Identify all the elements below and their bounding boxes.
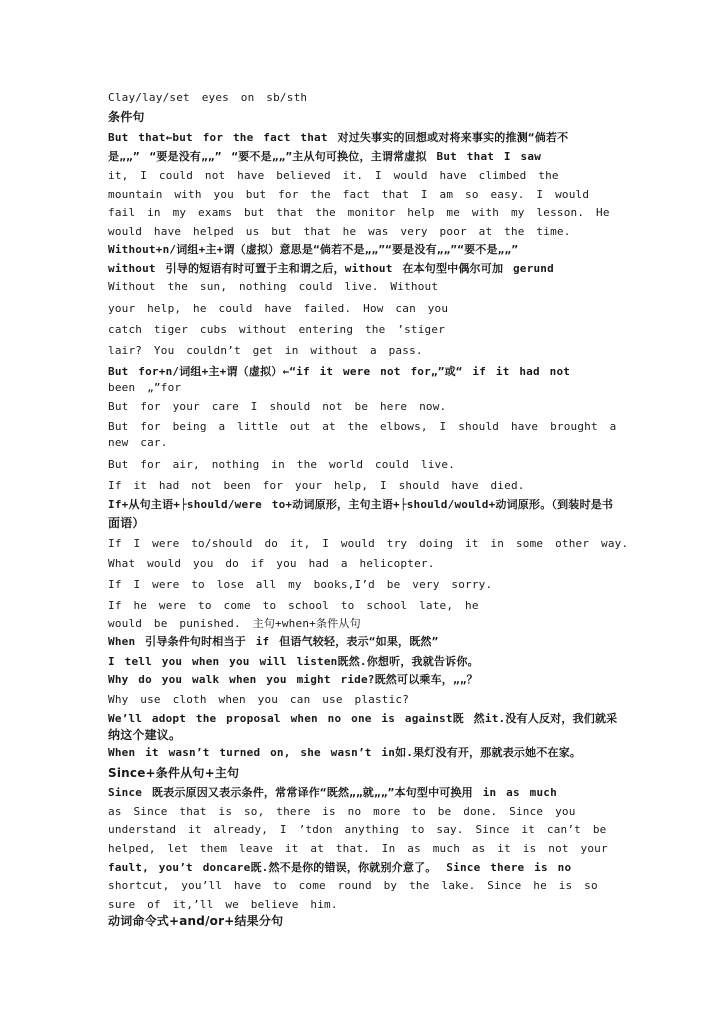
- text-line: catch tiger cubs without entering the ’stiger: [108, 323, 446, 336]
- text-line: would be punished. 主句+when+条件从句: [108, 617, 361, 630]
- text-line: But that←but for the fact that 对过失事实的回想或对将来事实的推测“倘若不: [108, 131, 569, 144]
- text-line: When it wasn’t turned on, she wasn’t in如.果灯没有开，那就表示她不在家。: [108, 746, 582, 759]
- text-line: Since 既表示原因又表示条件，常常译作“既然„„就„„”本句型中可换用 in as much: [108, 786, 557, 799]
- text-line: Clay/lay/set eyes on sb/sth: [108, 91, 308, 104]
- text-line: Without+n/词组+主+谓（虚拟）意思是“倘若不是„„”“要是没有„„”“要不是„„”: [108, 243, 519, 256]
- text-line: But for air, nothing in the world could live.: [108, 458, 456, 471]
- text-line: If he were to come to school to school late, he: [108, 599, 479, 612]
- text-line: without 引导的短语有时可置于主和谓之后，without 在本句型中偶尔可加 gerund: [108, 262, 554, 275]
- text-line: Without the sun, nothing could live. Without: [108, 280, 439, 293]
- text-line: We’ll adopt the proposal when no one is against既 然it.没有人反对，我们就采: [108, 712, 618, 725]
- text-line: If it had not been for your help, I should have died.: [108, 479, 525, 492]
- text-line: If I were to lose all my books,I’d be very sorry.: [108, 578, 493, 591]
- text-line: new car.: [108, 436, 168, 449]
- text-line: Why use cloth when you can use plastic?: [108, 693, 410, 706]
- text-line: 纳这个建议。: [108, 728, 182, 742]
- text-line: If I were to/should do it, I would try doing it in some other way.: [108, 537, 629, 550]
- text-line: helped, let them leave it at that. In as much as it is not your: [108, 842, 608, 855]
- text-line: Why do you walk when you might ride?既然可以乘车，„„？: [108, 673, 478, 686]
- text-line: 面语）: [108, 516, 145, 530]
- text-line: sure of it,’ll we believe him.: [108, 898, 338, 911]
- section-heading: 动词命令式+and/or+结果分句: [108, 914, 284, 928]
- text-line: shortcut, you’ll have to come round by the lake. Since he is so: [108, 879, 598, 892]
- text-line: What would you do if you had a helicopter.: [108, 557, 435, 570]
- text-line: When 引导条件句时相当于 if 但语气较轻，表示“如果，既然”: [108, 635, 439, 648]
- text-line: been „”for: [108, 381, 182, 394]
- section-heading: Since+条件从句+主句: [108, 766, 240, 780]
- text-line: fault, you’t doncare既.然不是你的错误，你就别介意了。 Since there is no: [108, 861, 572, 874]
- text-line: I tell you when you will listen既然.你想听，我就告诉你。: [108, 655, 479, 668]
- section-heading: 条件句: [108, 110, 145, 124]
- text-line: If+从句主语+├should/were to+动词原形，主句主语+├should/would+动词原形。（到装时是书: [108, 498, 614, 511]
- text-line: fail in my exams but that the monitor help me with my lesson. He: [108, 206, 610, 219]
- text-line: would have helped us but that he was very poor at the time.: [108, 225, 571, 238]
- text-line: mountain with you but for the fact that I am so easy. I would: [108, 188, 590, 201]
- text-line: lair? You couldn’t get in without a pass.: [108, 344, 423, 357]
- text-line: But for being a little out at the elbows, I should have brought a: [108, 420, 617, 433]
- text-line: But for your care I should not be here now.: [108, 400, 447, 413]
- text-line: it, I could not have believed it. I would have climbed the: [108, 169, 559, 182]
- text-line: as Since that is so, there is no more to be done. Since you: [108, 805, 576, 818]
- text-line: 是„„” “要是没有„„” “要不是„„”主从句可换位，主谓常虚拟 But that I saw: [108, 150, 542, 163]
- text-line: your help, he could have failed. How can you: [108, 302, 449, 315]
- text-line: But for+n/词组+主+谓（虚拟）←“if it were not for„”或“ if it had not: [108, 365, 571, 378]
- text-line: understand it already, I ’tdon anything to say. Since it can’t be: [108, 823, 607, 836]
